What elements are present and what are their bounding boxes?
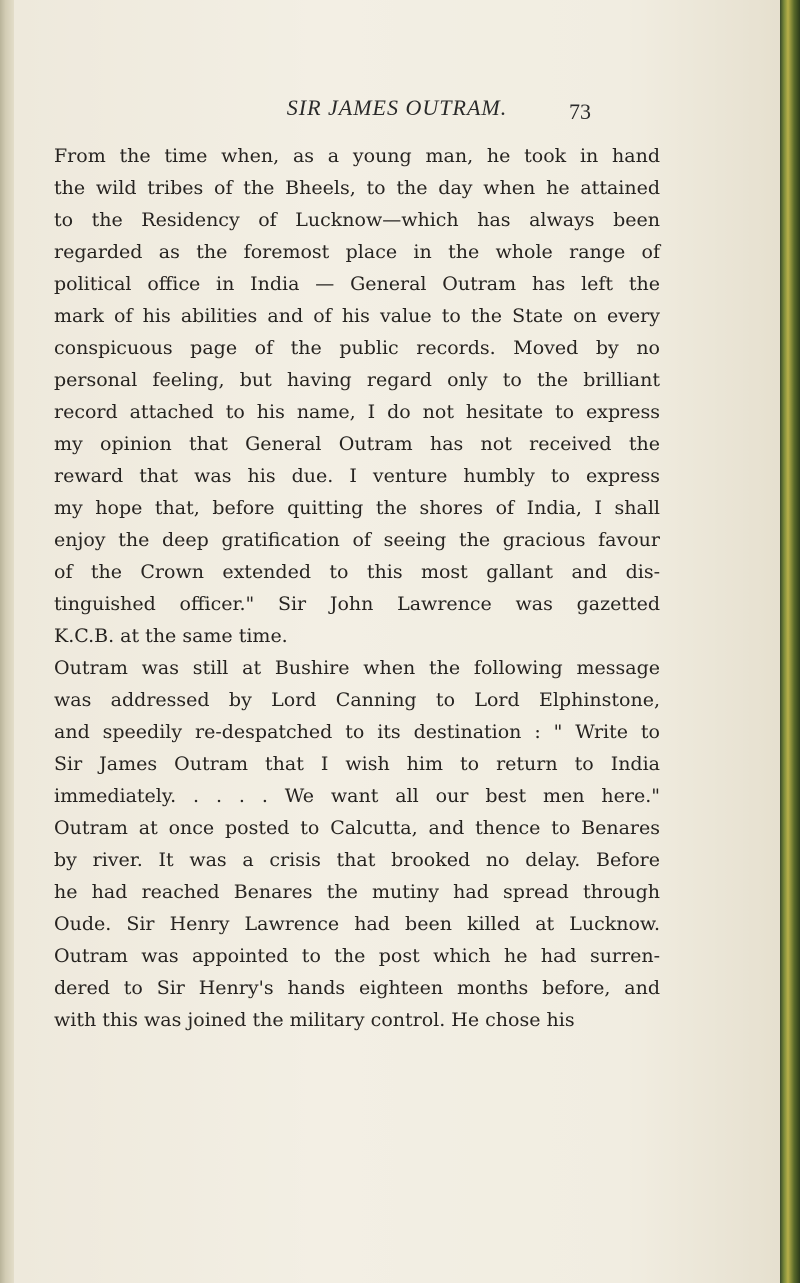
text-line: my opinion that General Outram has not received the: [54, 433, 660, 455]
text-line: and speedily re-despatched to its destination : " Write to: [54, 721, 660, 743]
text-line: mark of his abilities and of his value to the State on every: [54, 305, 660, 327]
text-line: Sir James Outram that I wish him to return to India: [54, 753, 660, 775]
text-line: dered to Sir Henry's hands eighteen months before, and: [54, 977, 660, 999]
text-line: he had reached Benares the mutiny had spread through: [54, 881, 660, 903]
text-line: regarded as the foremost place in the whole range of: [54, 241, 660, 263]
text-line: conspicuous page of the public records. Moved by no: [54, 337, 660, 359]
text-line: From the time when, as a young man, he took in hand: [54, 145, 660, 167]
page-number: 73: [569, 99, 591, 124]
text-line: by river. It was a crisis that brooked no delay. Before: [54, 849, 660, 871]
text-line: K.C.B. at the same time.: [54, 625, 288, 647]
book-page: [14, 0, 780, 1283]
page-left-edge: [0, 0, 14, 1283]
text-line: tinguished officer." Sir John Lawrence was gazetted: [54, 593, 660, 615]
running-head: SIR JAMES OUTRAM.: [286, 95, 508, 120]
text-line: with this was joined the military control. He chose his: [54, 1009, 575, 1031]
text-line: Oude. Sir Henry Lawrence had been killed at Lucknow.: [54, 913, 660, 935]
text-line: Outram at once posted to Calcutta, and thence to Benares: [54, 817, 660, 839]
text-line: Outram was still at Bushire when the following message: [54, 657, 660, 679]
text-line: my hope that, before quitting the shores of India, I shall: [54, 497, 660, 519]
text-line: record attached to his name, I do not hesitate to express: [54, 401, 660, 423]
text-line: the wild tribes of the Bheels, to the day when he attained: [54, 177, 660, 199]
text-line: political office in India — General Outram has left the: [54, 273, 660, 295]
text-line: of the Crown extended to this most gallant and dis-: [54, 561, 660, 583]
text-line: personal feeling, but having regard only to the brilliant: [54, 369, 660, 391]
body-text: [54, 140, 660, 1036]
text-line: enjoy the deep gratification of seeing the gracious favour: [54, 529, 660, 551]
text-line: Outram was appointed to the post which he had surren-: [54, 945, 660, 967]
text-line: immediately. . . . . We want all our best men here.": [54, 785, 660, 807]
text-line: to the Residency of Lucknow—which has always been: [54, 209, 660, 231]
text-line: reward that was his due. I venture humbly to express: [54, 465, 660, 487]
book-cover-edge: [780, 0, 800, 1283]
text-line: was addressed by Lord Canning to Lord Elphinstone,: [54, 689, 660, 711]
